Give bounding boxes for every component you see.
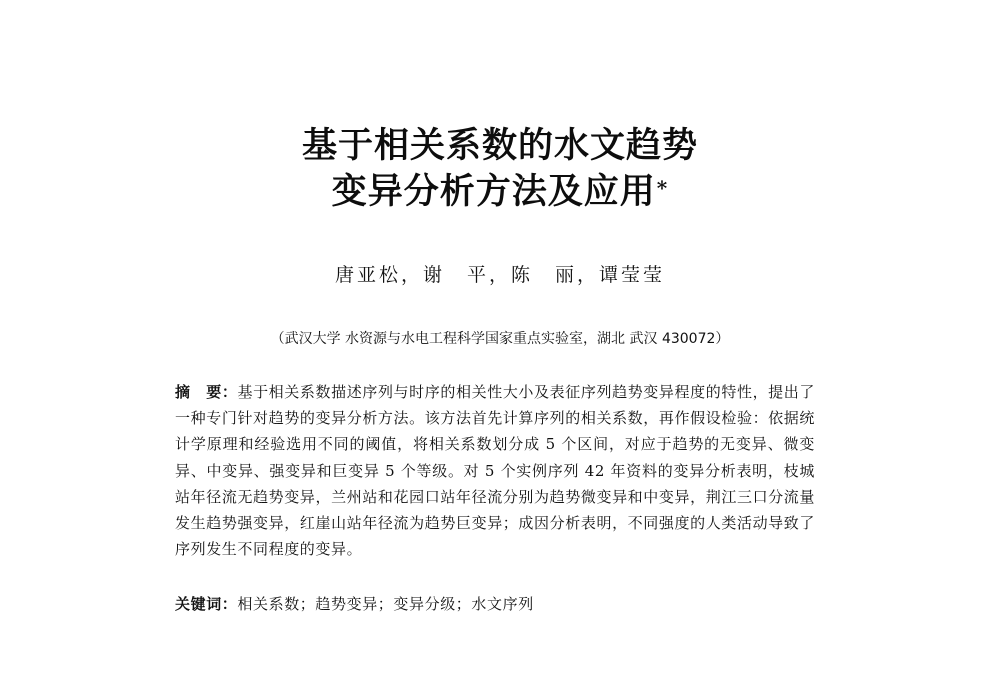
- title-line-2-text: 变异分析方法及应用: [331, 171, 656, 212]
- affiliation: （武汉大学 水资源与水电工程科学国家重点实验室，湖北 武汉 430072）: [270, 331, 730, 347]
- title-footnote-mark: *: [656, 176, 669, 200]
- abstract-label: 摘 要：: [175, 383, 238, 401]
- title-line-1-text: 基于相关系数的水文趋势: [301, 125, 698, 166]
- abstract-text: 基于相关系数描述序列与时序的相关性大小及表征序列趋势变异程度的特性，提出了一种专门针对趋势的变异分析方法。该方法首先计算序列的相关系数，再作假设检验：依据统计学原理和经验选用不同的阈值，将相关系数划分成 5 个区间，对应于趋势的无变异、微变异、中变异、强变异和巨变异 5 个等级。对 5 个实例序列 42 年资料的变异分析表明，枝城站年径流无趋势变异，兰州站和花园口站年径流分别为趋势微变异和中变异，荆江三口分流量发生趋势强变异，红崖山站年径流为趋势巨变异；成因分析表明，不同强度的人类活动导致了序列发生不同程度的变异。: [175, 383, 815, 559]
- abstract: [175, 379, 815, 562]
- keywords-text: 相关系数；趋势变异；变异分级；水文序列: [237, 595, 534, 613]
- paper-title-line-2: [0, 170, 1000, 214]
- keywords: [175, 592, 815, 616]
- keywords-label: 关键词：: [175, 595, 238, 613]
- paper-title-line-1: [0, 124, 1000, 168]
- author-list: 唐亚松，谢 平，陈 丽，谭莹莹: [334, 264, 665, 286]
